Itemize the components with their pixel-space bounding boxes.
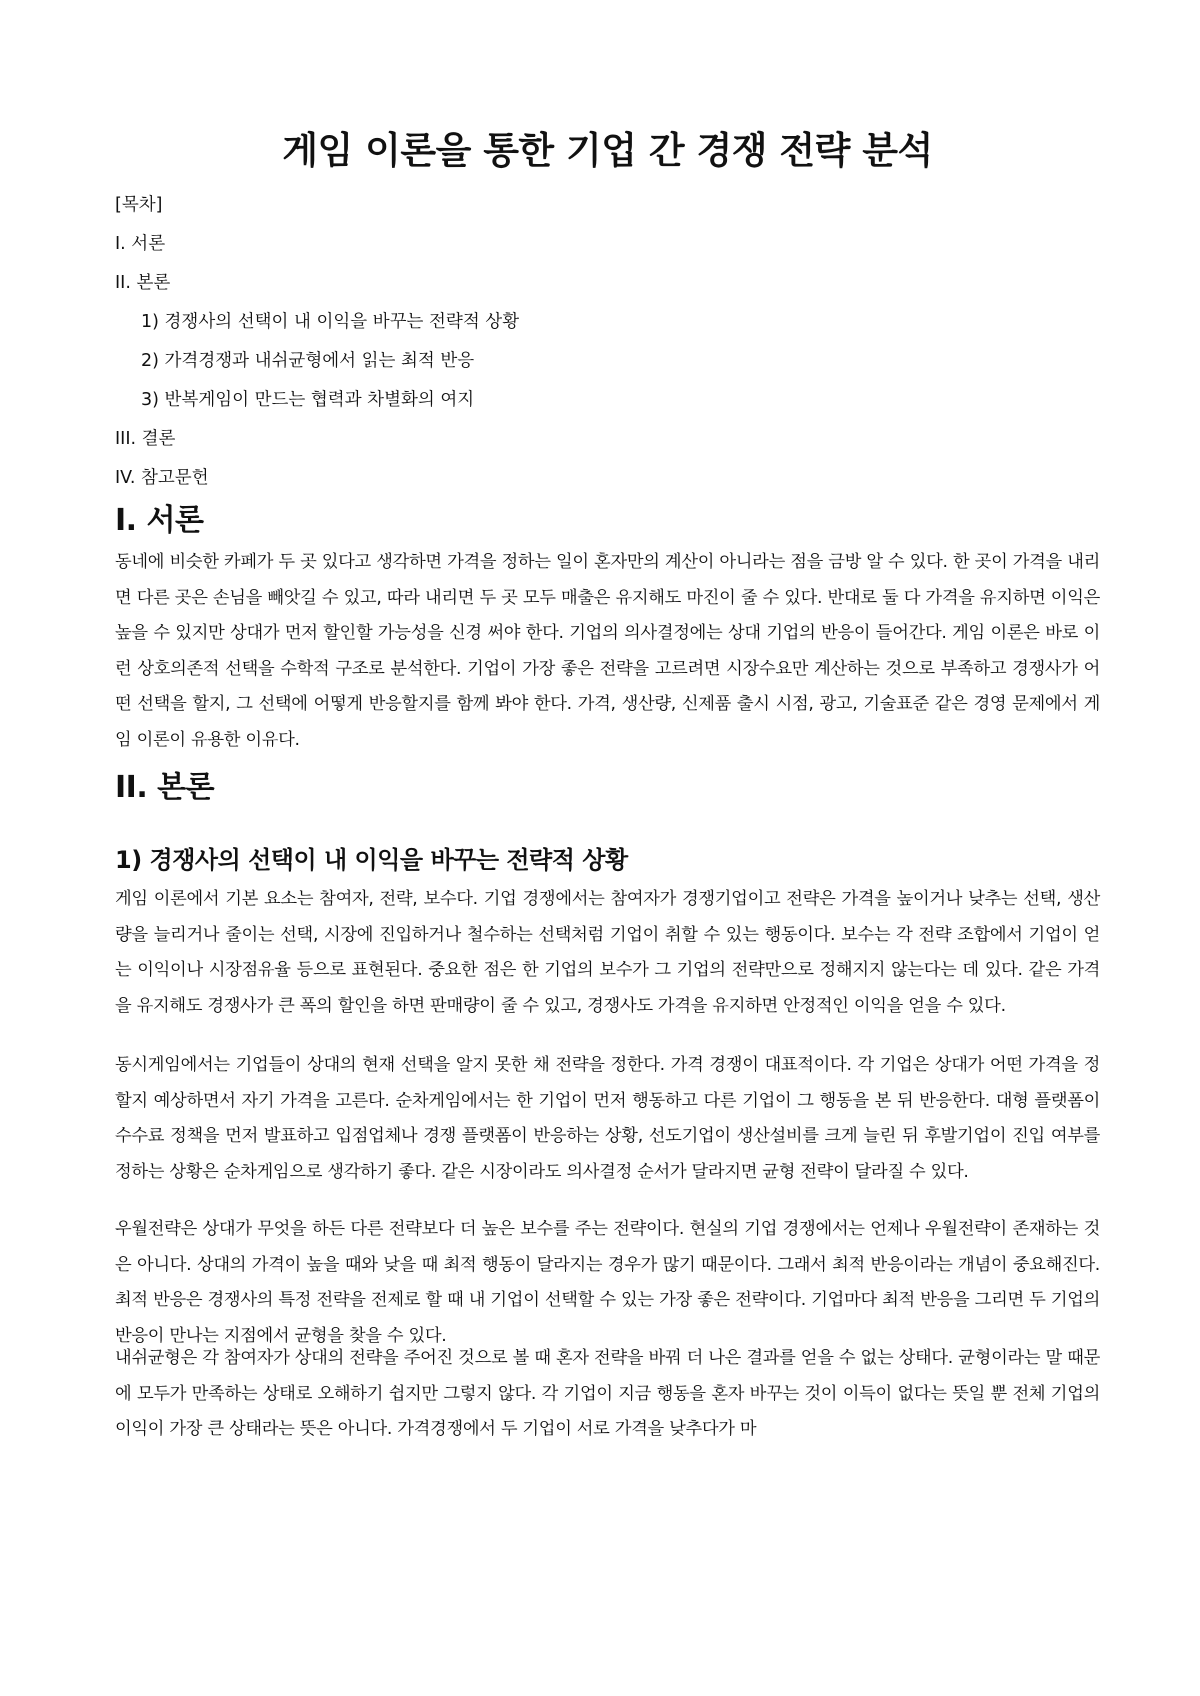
toc-item-body: II. 본론 (115, 273, 171, 293)
table-of-contents (115, 192, 519, 504)
toc-item-body-2: 2) 가격경쟁과 내쉬균형에서 읽는 최적 반응 (141, 351, 475, 371)
body-heading: II. 본론 (115, 770, 215, 805)
toc-heading: [목차] (115, 195, 163, 215)
section-1-paragraph-4: 내쉬균형은 각 참여자가 상대의 전략을 주어진 것으로 볼 때 혼자 전략을 바꿔 더 나은 결과를 얻을 수 없는 상태다. 균형이라는 말 때문에 모두가 만족하는 상태로 오해하기 쉽지만 그렇지 않다. 각 기업이 지금 행동을 혼자 바꾸는 것이 이득이 없다는 뜻일 뿐 전체 기업의 이익이 가장 큰 상태라는 뜻은 아니다. 가격경쟁에서 두 기업이 서로 가격을 낮추다가 마 (115, 1348, 1100, 1440)
toc-item-body-3: 3) 반복게임이 만드는 협력과 차별화의 여지 (141, 390, 475, 410)
section-1-paragraph-2: 동시게임에서는 기업들이 상대의 현재 선택을 알지 못한 채 전략을 정한다. 가격 경쟁이 대표적이다. 각 기업은 상대가 어떤 가격을 정할지 예상하면서 자기 가격을 고른다. 순차게임에서는 한 기업이 먼저 행동하고 다른 기업이 그 행동을 본 뒤 반응한다. 대형 플랫폼이 수수료 정책을 먼저 발표하고 입점업체나 경쟁 플랫폼이 반응하는 상황, 선도기업이 생산설비를 크게 늘린 뒤 후발기업이 진입 여부를 정하는 상황은 순차게임으로 생각하기 좋다. 같은 시장이라도 의사결정 순서가 달라지면 균형 전략이 달라질 수 있다. (115, 1055, 1100, 1182)
section-1-paragraph-1: 게임 이론에서 기본 요소는 참여자, 전략, 보수다. 기업 경쟁에서는 참여자가 경쟁기업이고 전략은 가격을 높이거나 낮추는 선택, 생산량을 늘리거나 줄이는 선택, 시장에 진입하거나 철수하는 선택처럼 기업이 취할 수 있는 행동이다. 보수는 각 전략 조합에서 기업이 얻는 이익이나 시장점유율 등으로 표현된다. 중요한 점은 한 기업의 보수가 그 기업의 전략만으로 정해지지 않는다는 데 있다. 같은 가격을 유지해도 경쟁사가 큰 폭의 할인을 하면 판매량이 줄 수 있고, 경쟁사도 가격을 유지하면 안정적인 이익을 얻을 수 있다. (115, 889, 1100, 1016)
toc-item-body-1: 1) 경쟁사의 선택이 내 이익을 바꾸는 전략적 상황 (141, 312, 520, 332)
toc-item-references: IV. 참고문헌 (115, 468, 209, 488)
section-1-paragraph-3: 우월전략은 상대가 무엇을 하든 다른 전략보다 더 높은 보수를 주는 전략이다. 현실의 기업 경쟁에서는 언제나 우월전략이 존재하는 것은 아니다. 상대의 가격이 높을 때와 낮을 때 최적 행동이 달라지는 경우가 많기 때문이다. 그래서 최적 반응이라는 개념이 중요해진다. 최적 반응은 경쟁사의 특정 전략을 전제로 할 때 내 기업이 선택할 수 있는 가장 좋은 전략이다. 기업마다 최적 반응을 그리면 두 기업의 반응이 만나는 지점에서 균형을 찾을 수 있다. (115, 1219, 1100, 1346)
intro-heading: I. 서론 (115, 503, 204, 538)
toc-item-intro: I. 서론 (115, 234, 166, 254)
document-title: 게임 이론을 통한 기업 간 경쟁 전략 분석 (282, 129, 933, 172)
section-1-heading: 1) 경쟁사의 선택이 내 이익을 바꾸는 전략적 상황 (115, 846, 628, 874)
intro-paragraph: 동네에 비슷한 카페가 두 곳 있다고 생각하면 가격을 정하는 일이 혼자만의 계산이 아니라는 점을 금방 알 수 있다. 한 곳이 가격을 내리면 다른 곳은 손님을 빼앗길 수 있고, 따라 내리면 두 곳 모두 매출은 유지해도 마진이 줄 수 있다. 반대로 둘 다 가격을 유지하면 이익은 높을 수 있지만 상대가 먼저 할인할 가능성을 신경 써야 한다. 기업의 의사결정에는 상대 기업의 반응이 들어간다. 게임 이론은 바로 이런 상호의존적 선택을 수학적 구조로 분석한다. 기업이 가장 좋은 전략을 고르려면 시장수요만 계산하는 것으로 부족하고 경쟁사가 어떤 선택을 할지, 그 선택에 어떻게 반응할지를 함께 봐야 한다. 가격, 생산량, 신제품 출시 시점, 광고, 기술표준 같은 경영 문제에서 게임 이론이 유용한 이유다. (115, 552, 1100, 750)
toc-item-conclusion: III. 결론 (115, 429, 176, 449)
